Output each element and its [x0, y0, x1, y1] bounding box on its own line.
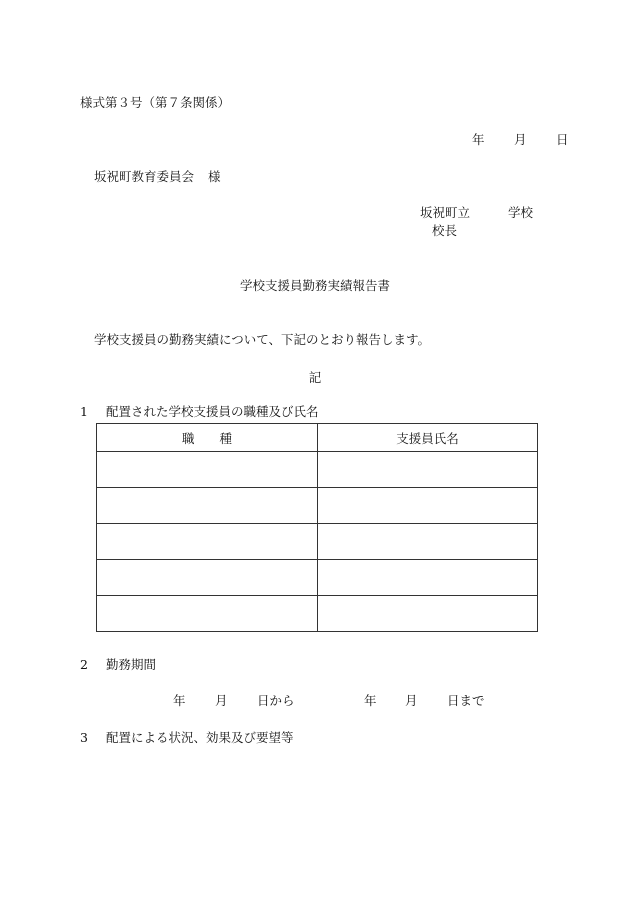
- staff-name-cell[interactable]: [318, 488, 538, 524]
- section-3-heading: [80, 732, 294, 745]
- sender-school-line: [420, 207, 533, 220]
- job-type-cell[interactable]: [97, 452, 318, 488]
- form-number: 様式第３号（第７条関係）: [80, 95, 231, 110]
- section-2-number: 2: [80, 657, 88, 672]
- section-1-heading: [80, 406, 319, 419]
- job-type-cell[interactable]: [97, 488, 318, 524]
- ki-heading: 記: [308, 370, 322, 385]
- date-year-label: 年: [472, 132, 485, 147]
- section-2-heading: [80, 659, 156, 672]
- table-header-row: [97, 424, 538, 452]
- section-1-number: 1: [80, 404, 88, 419]
- table-row: [97, 488, 538, 524]
- staff-name-cell[interactable]: [318, 452, 538, 488]
- period-line: [173, 695, 485, 708]
- period-start-day: 日から: [257, 693, 295, 708]
- addressee-honorific: 様: [208, 169, 221, 184]
- staff-table: [96, 423, 538, 632]
- addressee: [94, 171, 221, 184]
- column-header-job-type: 職 種: [97, 424, 318, 452]
- job-type-cell[interactable]: [97, 596, 318, 632]
- table-row: [97, 524, 538, 560]
- section-2-title: 勤務期間: [106, 657, 157, 672]
- document-title: 学校支援員勤務実績報告書: [239, 278, 390, 293]
- period-end-day: 日まで: [447, 693, 485, 708]
- staff-name-cell[interactable]: [318, 560, 538, 596]
- period-start-month: 月: [215, 693, 228, 708]
- table-row: [97, 452, 538, 488]
- period-end-month: 月: [405, 693, 418, 708]
- date-day-label: 日: [556, 132, 569, 147]
- addressee-name: 坂祝町教育委員会: [94, 169, 195, 184]
- sender-town: 坂祝町立: [420, 205, 471, 220]
- sender-school: 学校: [508, 205, 534, 220]
- staff-name-cell[interactable]: [318, 596, 538, 632]
- date-line: [472, 134, 569, 147]
- period-end-year: 年: [364, 693, 377, 708]
- date-month-label: 月: [514, 132, 527, 147]
- table-row: [97, 560, 538, 596]
- job-type-cell[interactable]: [97, 524, 318, 560]
- period-start-year: 年: [173, 693, 186, 708]
- body-text: 学校支援員の勤務実績について、下記のとおり報告します。: [94, 332, 431, 347]
- sender-principal: 校長: [432, 223, 458, 238]
- column-header-staff-name: 支援員氏名: [318, 424, 538, 452]
- table-row: [97, 596, 538, 632]
- section-3-title: 配置による状況、効果及び要望等: [106, 730, 294, 745]
- section-1-title: 配置された学校支援員の職種及び氏名: [106, 404, 319, 419]
- staff-name-cell[interactable]: [318, 524, 538, 560]
- section-3-number: 3: [80, 730, 88, 745]
- job-type-cell[interactable]: [97, 560, 318, 596]
